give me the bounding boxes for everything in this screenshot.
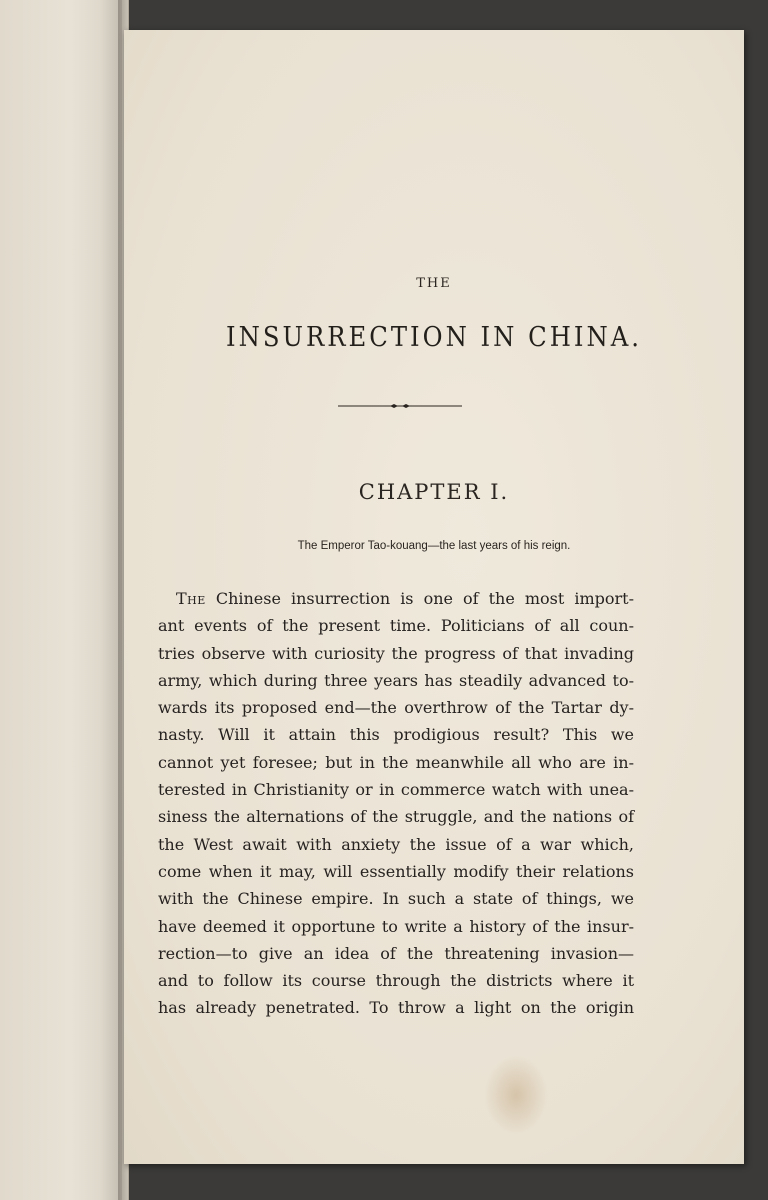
body-line: has already penetrated. To throw a light on the origin [158, 998, 634, 1018]
title-prefix: THE [416, 276, 452, 291]
body-line: tries observe with curiosity the progress of that invading [158, 643, 634, 663]
body-line: army, which during three years has steadily advanced to- [158, 670, 634, 690]
body-line: cannot yet foresee; but in the meanwhile all who are in- [158, 752, 634, 772]
body-line: come when it may, will essentially modify their relations [158, 861, 634, 881]
body-line: with the Chinese empire. In such a state of things, we [158, 889, 634, 909]
book-title: INSURRECTION IN CHINA. [226, 322, 642, 353]
ornament-divider-icon [338, 404, 462, 408]
book-page [124, 30, 744, 1164]
chapter-heading: CHAPTER I. [358, 480, 510, 504]
body-line: The Chinese insurrection is one of the most import- [176, 589, 634, 608]
body-line: have deemed it opportune to write a history of the insur- [158, 916, 634, 936]
body-line: ant events of the present time. Politicians of all coun- [158, 616, 634, 636]
body-line: siness the alternations of the struggle, and the nations of [158, 807, 634, 827]
body-line: terested in Christianity or in commerce watch with unea- [158, 780, 634, 800]
body-text [158, 585, 634, 1022]
drop-word: The [176, 589, 206, 608]
body-line: nasty. Will it attain this prodigious result? This we [158, 725, 634, 745]
chapter-summary: The Emperor Tao-kouang—the last years of his reign. [297, 540, 571, 552]
body-line: and to follow its course through the districts where it [158, 971, 634, 991]
paper-stain [484, 1055, 548, 1135]
facing-page [0, 0, 129, 1200]
body-line: rection—to give an idea of the threatening invasion— [158, 943, 634, 963]
body-line: the West await with anxiety the issue of a war which, [158, 834, 634, 854]
body-line: wards its proposed end—the overthrow of the Tartar dy- [158, 698, 634, 718]
